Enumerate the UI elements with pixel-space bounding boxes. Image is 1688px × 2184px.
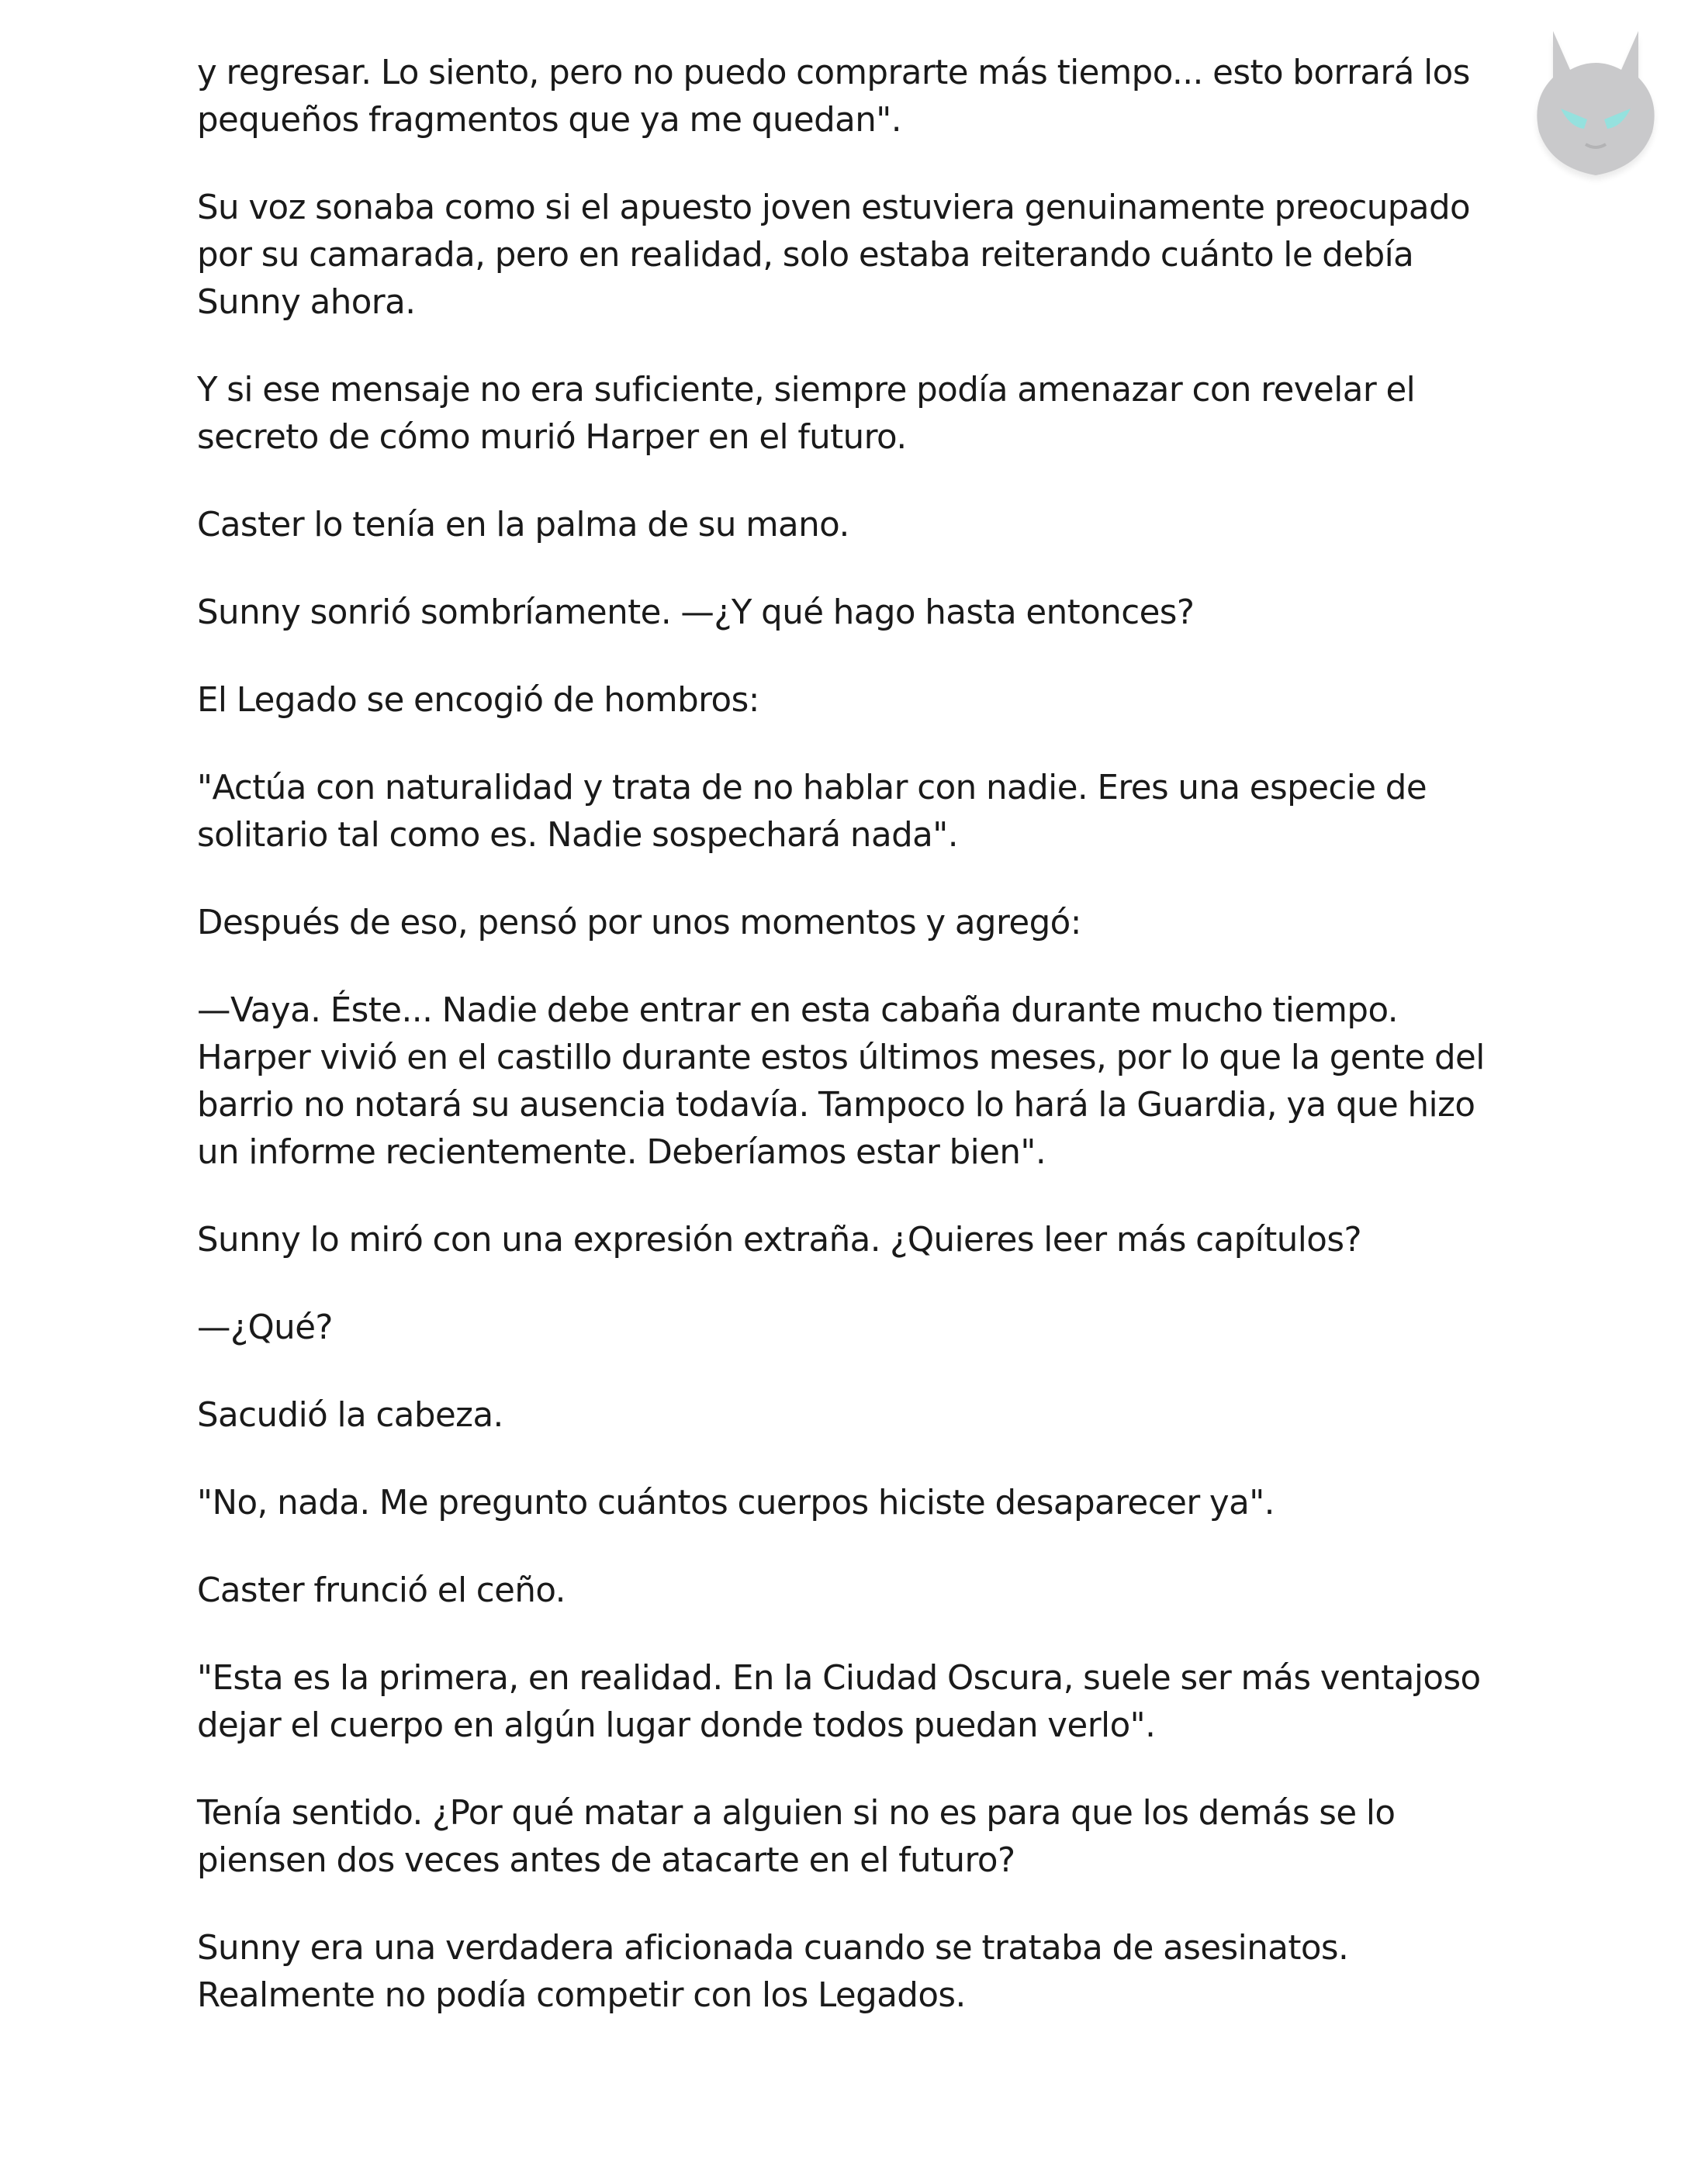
demon-head-logo-icon	[1522, 16, 1669, 186]
paragraph: Sunny era una verdadera aficionada cuando se trataba de asesinatos. Realmente no podía competir con los Legados.	[197, 1929, 1349, 2015]
paragraph: "No, nada. Me pregunto cuántos cuerpos hiciste desaparecer ya".	[197, 1484, 1275, 1522]
paragraph: El Legado se encogió de hombros:	[197, 681, 759, 720]
paragraph: Caster frunció el ceño.	[197, 1571, 566, 1610]
paragraph: Sunny lo miró con una expresión extraña. ¿Quieres leer más capítulos?	[197, 1221, 1361, 1260]
paragraph: Después de eso, pensó por unos momentos y agregó:	[197, 904, 1081, 942]
paragraph: Y si ese mensaje no era suficiente, siempre podía amenazar con revelar el secreto de cómo murió Harper en el futuro.	[197, 371, 1416, 457]
paragraph: Caster lo tenía en la palma de su mano.	[197, 506, 849, 544]
paragraph: "Esta es la primera, en realidad. En la Ciudad Oscura, suele ser más ventajoso dejar el cuerpo en algún lugar donde todos puedan verlo".	[197, 1659, 1481, 1745]
document-body	[197, 50, 1516, 2060]
paragraph: "Actúa con naturalidad y trata de no hablar con nadie. Eres una especie de solitario tal como es. Nadie sospechará nada".	[197, 769, 1427, 855]
paragraph: Su voz sonaba como si el apuesto joven estuviera genuinamente preocupado por su camarada, pero en realidad, solo estaba reiterando cuánto le debía Sunny ahora.	[197, 188, 1471, 322]
paragraph: Sunny sonrió sombríamente. —¿Y qué hago hasta entonces?	[197, 593, 1195, 632]
paragraph: —Vaya. Éste... Nadie debe entrar en esta cabaña durante mucho tiempo. Harper vivió en el castillo durante estos últimos meses, por lo que la gente del barrio no notará su ausencia todavía. Tampoco lo hará la Guardia, ya que hizo un informe recientemente. Deberíamos estar bien".	[197, 991, 1485, 1172]
paragraph: Tenía sentido. ¿Por qué matar a alguien si no es para que los demás se lo piensen dos veces antes de atacarte en el futuro?	[197, 1794, 1396, 1880]
paragraph: y regresar. Lo siento, pero no puedo comprarte más tiempo... esto borrará los pequeños fragmentos que ya me quedan".	[197, 54, 1470, 140]
paragraph: —¿Qué?	[197, 1308, 333, 1347]
paragraph: Sacudió la cabeza.	[197, 1396, 503, 1435]
